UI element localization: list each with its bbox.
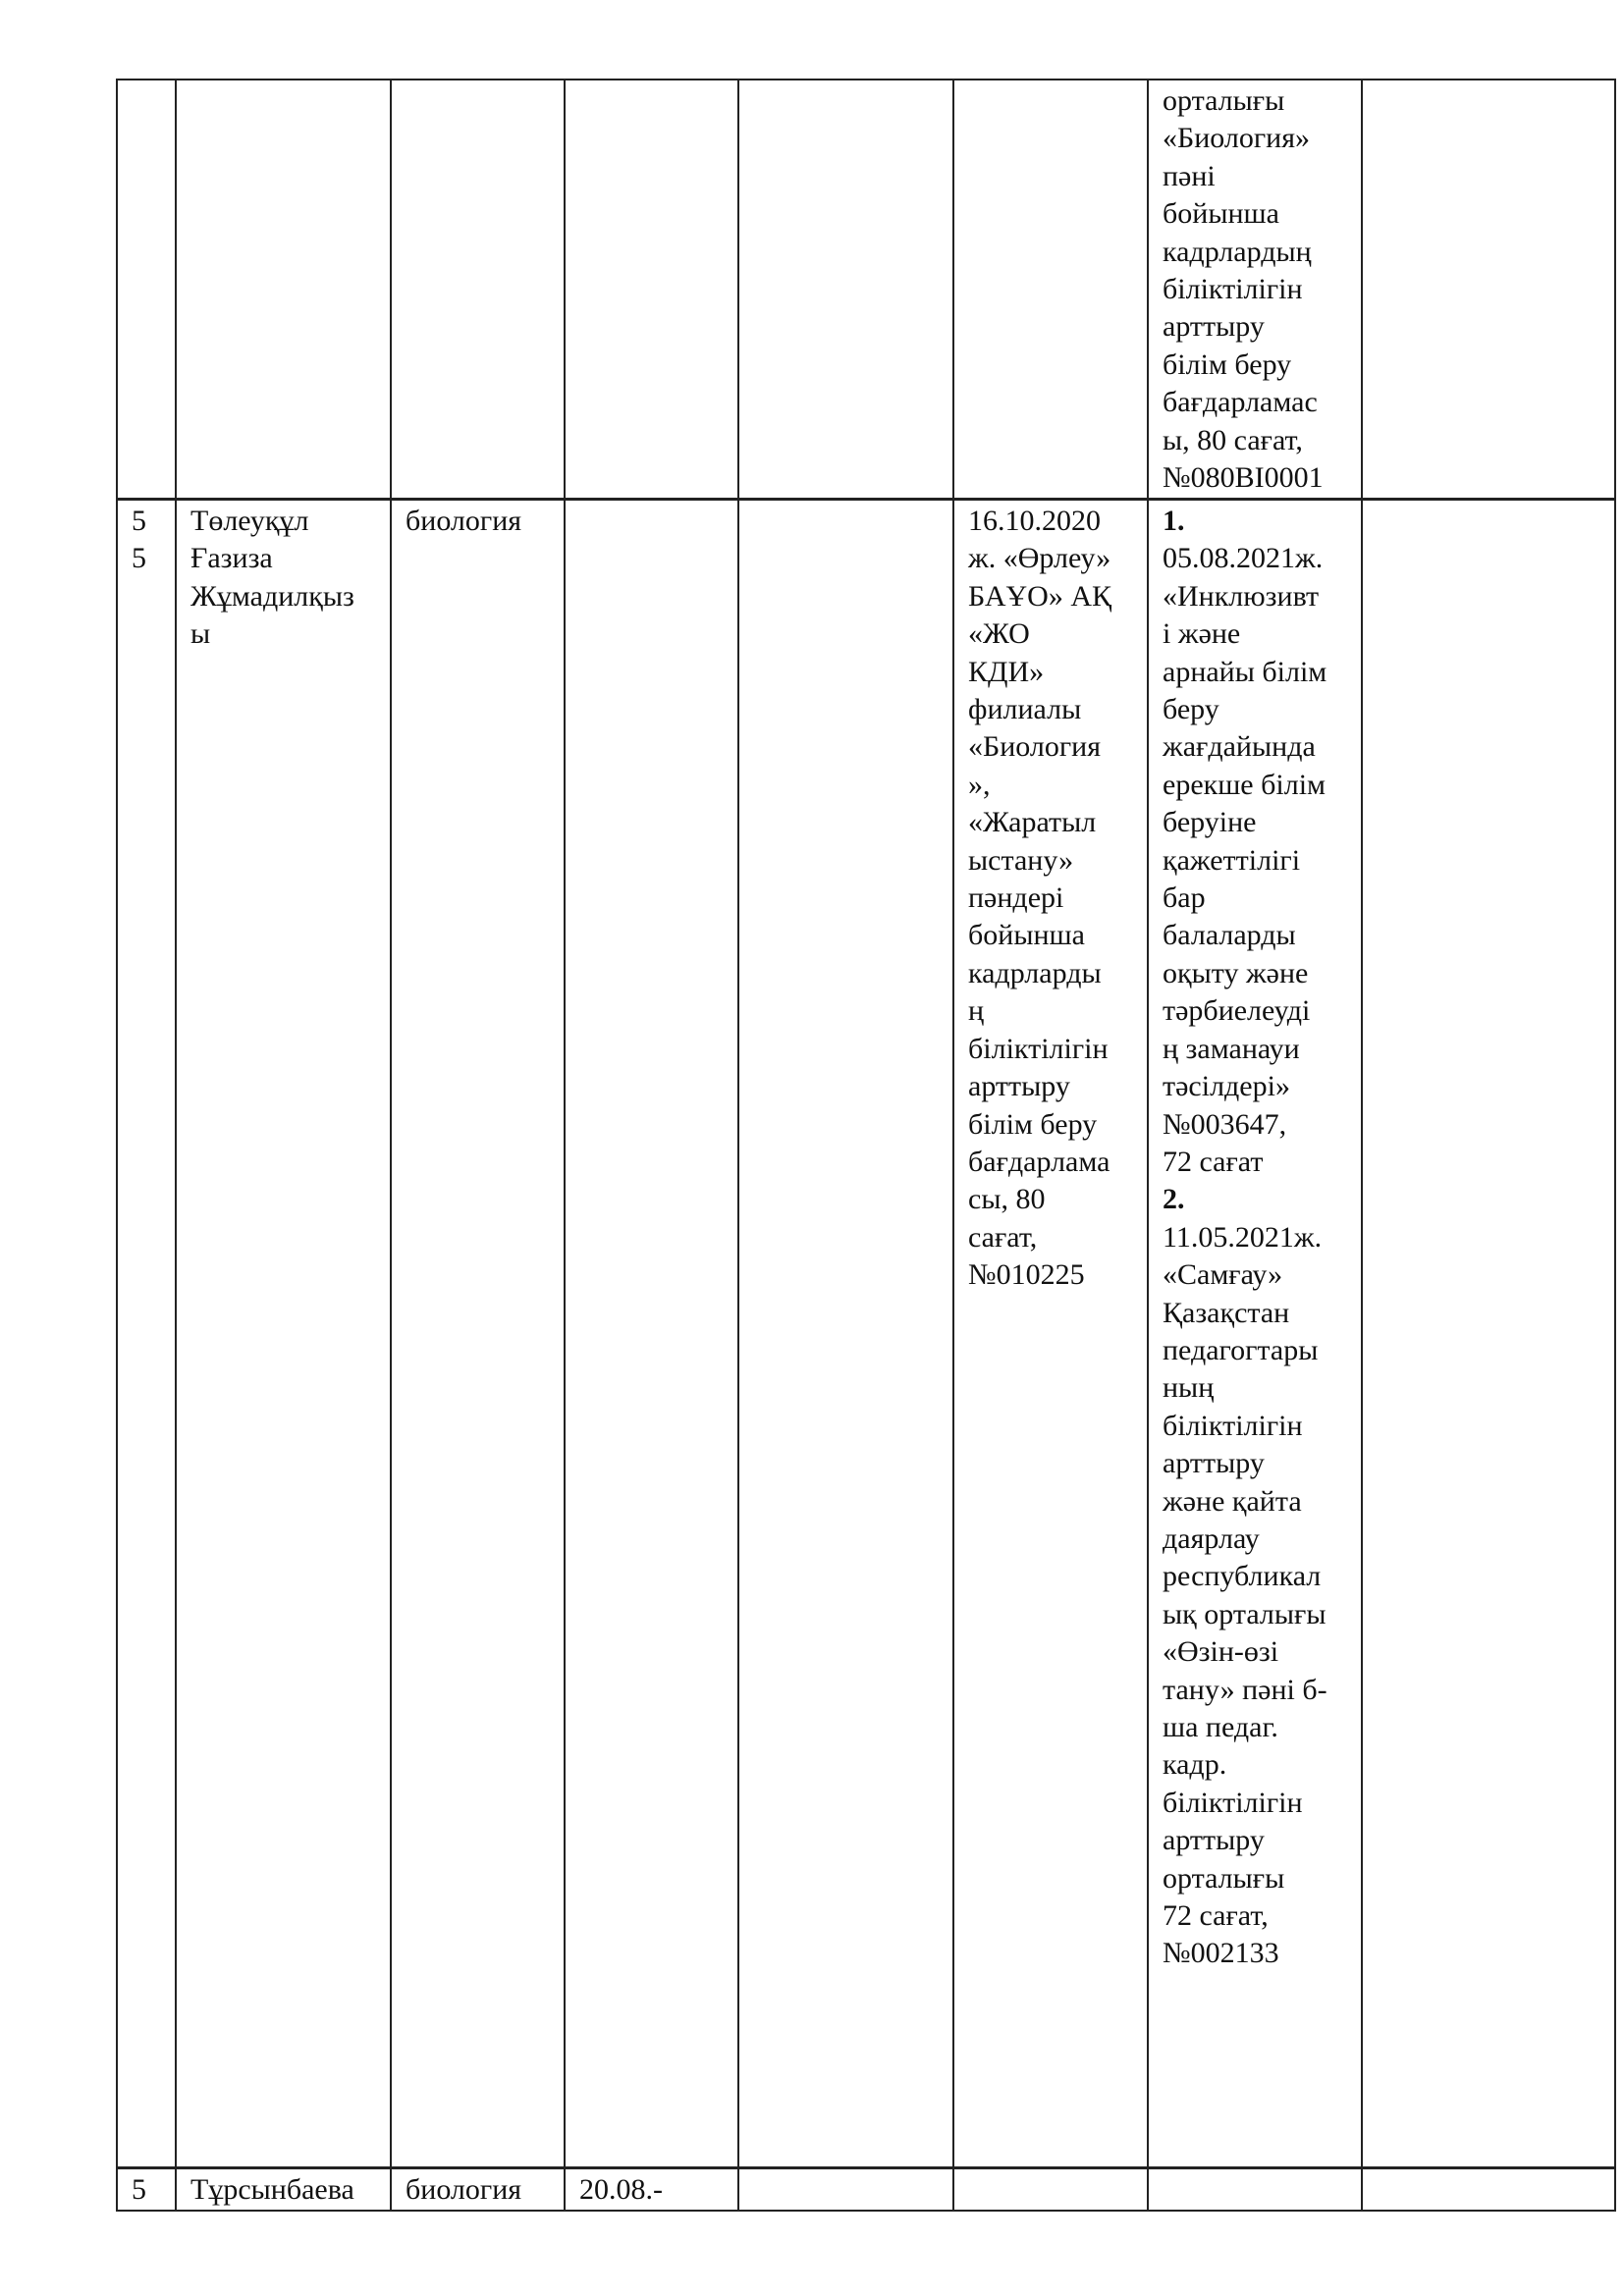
text-line: 16.10.2020 bbox=[968, 505, 1101, 537]
table-row bbox=[117, 80, 1615, 500]
date-cell bbox=[565, 80, 738, 500]
text-line: ң заманауи bbox=[1163, 1032, 1300, 1065]
subject-cell bbox=[391, 80, 565, 500]
text-line: 5 bbox=[132, 505, 146, 537]
text-line: кадрларды bbox=[968, 956, 1102, 989]
text-line: пәні bbox=[1163, 159, 1216, 192]
text-line: орталығы bbox=[1163, 84, 1285, 117]
text-line: арттыру bbox=[968, 1070, 1070, 1103]
table-row bbox=[117, 2168, 1615, 2212]
text-line: Қазақстан bbox=[1163, 1296, 1290, 1329]
text-line: 5 bbox=[132, 2173, 146, 2206]
text-line: 72 сағат bbox=[1163, 1145, 1264, 1178]
text-line: 1. bbox=[1163, 505, 1185, 537]
text-line: 2. bbox=[1163, 1183, 1185, 1216]
text-line: ерекше білім bbox=[1163, 768, 1326, 801]
row-number-cell bbox=[117, 500, 176, 2168]
text-line: арттыру bbox=[1163, 1824, 1265, 1857]
text-line: бойынша bbox=[968, 919, 1085, 952]
text-line: кадрлардың bbox=[1163, 235, 1312, 268]
text-line: «Биология bbox=[968, 730, 1102, 764]
text-line: №003647, bbox=[1163, 1107, 1287, 1141]
text-line: сағат, bbox=[968, 1220, 1038, 1254]
empty-cell bbox=[738, 80, 953, 500]
text-line: КДИ» bbox=[968, 655, 1045, 688]
text-line: кадр. bbox=[1163, 1748, 1227, 1782]
text-line: білім беру bbox=[1163, 347, 1292, 381]
text-line: «Өзін-өзі bbox=[1163, 1635, 1279, 1669]
text-line: Тұрсынбаева bbox=[190, 2173, 354, 2206]
text-line: біліктілігін bbox=[968, 1032, 1109, 1065]
text-line: арттыру bbox=[1163, 1447, 1265, 1480]
text-line: беруіне bbox=[1163, 806, 1257, 839]
text-line: біліктілігін bbox=[1163, 1786, 1303, 1819]
text-line: биология bbox=[406, 505, 522, 537]
course-info-cell bbox=[953, 80, 1148, 500]
text-line: БАҰО» АҚ bbox=[968, 579, 1112, 613]
text-line: педагогтары bbox=[1163, 1333, 1319, 1366]
text-line: ы bbox=[190, 617, 211, 651]
text-line: Жұмадилқыз bbox=[190, 579, 354, 613]
text-line: 5 bbox=[132, 542, 146, 575]
text-line: бар bbox=[1163, 881, 1206, 915]
text-line: қажеттілігі bbox=[1163, 843, 1301, 877]
text-line: пәндері bbox=[968, 881, 1064, 915]
text-line: республикал bbox=[1163, 1560, 1322, 1593]
staff-qualification-table bbox=[116, 79, 1616, 2212]
text-line: і және bbox=[1163, 617, 1241, 651]
text-line: », bbox=[968, 768, 991, 801]
text-line: №010225 bbox=[968, 1258, 1085, 1292]
text-line: «Биология» bbox=[1163, 122, 1311, 155]
text-line: беру bbox=[1163, 693, 1219, 726]
subject-cell bbox=[391, 500, 565, 2168]
text-line: тәсілдері» bbox=[1163, 1070, 1290, 1103]
text-line: ық орталығы bbox=[1163, 1597, 1326, 1630]
text-line: ыстану» bbox=[968, 843, 1074, 877]
notes-cell bbox=[1362, 2168, 1615, 2212]
teacher-name-cell bbox=[176, 2168, 391, 2212]
row-number-cell bbox=[117, 80, 176, 500]
course-info-cell bbox=[953, 500, 1148, 2168]
text-line: бағдарлама bbox=[968, 1145, 1110, 1178]
text-line: балаларды bbox=[1163, 919, 1296, 952]
text-line: білім беру bbox=[968, 1107, 1098, 1141]
text-line: филиалы bbox=[968, 693, 1082, 726]
text-line: «Инклюзивт bbox=[1163, 579, 1320, 613]
subject-cell bbox=[391, 2168, 565, 2212]
text-line: ша педаг. bbox=[1163, 1711, 1278, 1743]
notes-cell bbox=[1362, 80, 1615, 500]
text-line: бойынша bbox=[1163, 197, 1279, 231]
text-line: арттыру bbox=[1163, 310, 1265, 344]
course-info-cell bbox=[953, 2168, 1148, 2212]
text-line: жағдайында bbox=[1163, 730, 1316, 764]
notes-cell bbox=[1362, 500, 1615, 2168]
empty-cell bbox=[738, 2168, 953, 2212]
text-line: «Жаратыл bbox=[968, 806, 1097, 839]
date-cell bbox=[565, 500, 738, 2168]
teacher-name-cell bbox=[176, 500, 391, 2168]
text-line: ж. «Өрлеу» bbox=[968, 542, 1111, 575]
course-list-cell bbox=[1148, 500, 1362, 2168]
text-line: биология bbox=[406, 2173, 522, 2206]
text-line: біліктілігін bbox=[1163, 1409, 1303, 1442]
table-row bbox=[117, 500, 1615, 2168]
text-line: «ЖО bbox=[968, 617, 1030, 651]
text-line: ы, 80 сағат, bbox=[1163, 423, 1303, 456]
text-line: оқыту және bbox=[1163, 956, 1309, 989]
text-line: Төлеуқұл bbox=[190, 505, 309, 537]
text-line: сы, 80 bbox=[968, 1183, 1046, 1216]
text-line: 05.08.2021ж. bbox=[1163, 542, 1324, 575]
text-line: және қайта bbox=[1163, 1484, 1302, 1518]
text-line: 20.08.- bbox=[579, 2173, 663, 2206]
text-line: тану» пәні б- bbox=[1163, 1673, 1327, 1706]
empty-cell bbox=[738, 500, 953, 2168]
text-line: ң bbox=[968, 994, 985, 1028]
text-line: даярлау bbox=[1163, 1522, 1260, 1555]
text-line: орталығы bbox=[1163, 1861, 1285, 1895]
text-line: 72 сағат, bbox=[1163, 1899, 1269, 1933]
course-list-cell bbox=[1148, 80, 1362, 500]
text-line: №080BI0001 bbox=[1163, 461, 1324, 495]
teacher-name-cell bbox=[176, 80, 391, 500]
text-line: біліктілігін bbox=[1163, 273, 1303, 306]
text-line: арнайы білім bbox=[1163, 655, 1327, 688]
text-line: ның bbox=[1163, 1371, 1215, 1405]
course-list-cell bbox=[1148, 2168, 1362, 2212]
text-line: Ғазиза bbox=[190, 542, 273, 575]
text-line: бағдарламас bbox=[1163, 386, 1318, 419]
row-number-cell bbox=[117, 2168, 176, 2212]
text-line: «Самғау» bbox=[1163, 1258, 1283, 1292]
date-cell bbox=[565, 2168, 738, 2212]
text-line: №002133 bbox=[1163, 1937, 1279, 1970]
text-line: 11.05.2021ж. bbox=[1163, 1220, 1323, 1254]
text-line: тәрбиелеуді bbox=[1163, 994, 1311, 1028]
